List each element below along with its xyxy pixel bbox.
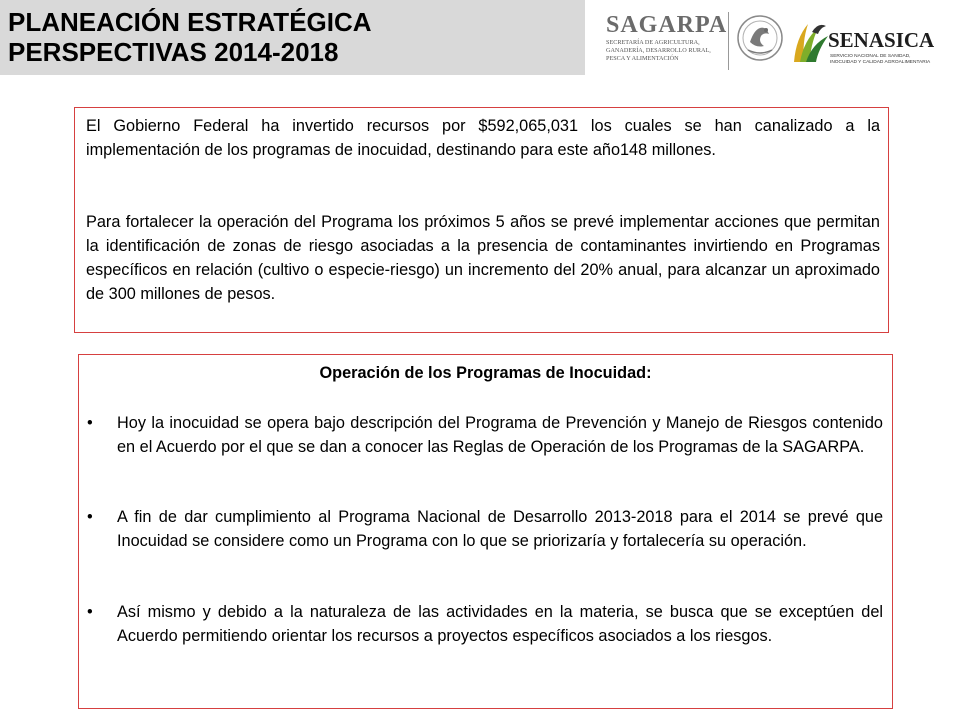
logos-area bbox=[600, 8, 950, 76]
investment-paragraph: El Gobierno Federal ha invertido recursos por $592,065,031 los cuales se han canalizado a la implementación de los programas de inocuidad, destinando para este año148 millones. bbox=[86, 117, 880, 159]
logo-divider bbox=[728, 12, 729, 70]
programs-operation-title: Operación de los Programas de Inocuidad: bbox=[319, 364, 652, 382]
list-item-text: A fin de dar cumplimiento al Programa Nacional de Desarrollo 2013-2018 para el 2014 se prevé que Inocuidad se considere como un Programa con lo que se priorizaría y fortalecería su operación. bbox=[117, 508, 883, 550]
senasica-logo-subtitle-2: INOCUIDAD Y CALIDAD AGROALIMENTARIA bbox=[830, 60, 931, 65]
sagarpa-logo-subtitle-3: PESCA Y ALIMENTACIÓN bbox=[606, 55, 679, 62]
bullet-marker: • bbox=[87, 414, 93, 432]
list-item-text: Así mismo y debido a la naturaleza de las actividades en la materia, se busca que se exceptúen del Acuerdo permitiendo orientar los recursos a proyectos específicos asociados a los riesgos. bbox=[117, 603, 883, 645]
sagarpa-logo-name: SAGARPA bbox=[606, 12, 728, 38]
mexico-coat-of-arms-icon bbox=[736, 12, 784, 70]
page-title-line-2: PERSPECTIVAS 2014-2018 bbox=[8, 37, 339, 67]
investment-summary-box bbox=[74, 107, 889, 333]
strengthening-paragraph: Para fortalecer la operación del Programa los próximos 5 años se prevé implementar acciones que permitan la identificación de zonas de riesgo asociadas a la presencia de contaminantes invirtiendo en Programas específicos en relación (cultivo o especie-riesgo) un incremento del 20% anual, para alcanzar un aproximado de 300 millones de pesos. bbox=[86, 213, 880, 303]
programs-operation-box bbox=[78, 354, 893, 709]
title-banner bbox=[0, 0, 585, 75]
senasica-logo-subtitle-1: SERVICIO NACIONAL DE SANIDAD, bbox=[830, 54, 911, 59]
sagarpa-logo bbox=[606, 12, 726, 63]
bullet-marker: • bbox=[87, 603, 93, 621]
sagarpa-logo-subtitle-2: GANADERÍA, DESARROLLO RURAL, bbox=[606, 47, 711, 54]
senasica-emblem-icon bbox=[790, 18, 830, 64]
list-item-text: Hoy la inocuidad se opera bajo descripción del Programa de Prevención y Manejo de Riesgos contenido en el Acuerdo por el que se dan a conocer las Reglas de Operación de los Programas de la SAGARPA. bbox=[117, 414, 883, 456]
page-title-line-1: PLANEACIÓN ESTRATÉGICA bbox=[8, 7, 372, 37]
bullet-marker: • bbox=[87, 508, 93, 526]
senasica-logo-name: SENASICA bbox=[828, 28, 935, 52]
sagarpa-logo-subtitle-1: SECRETARÍA DE AGRICULTURA, bbox=[606, 39, 700, 46]
